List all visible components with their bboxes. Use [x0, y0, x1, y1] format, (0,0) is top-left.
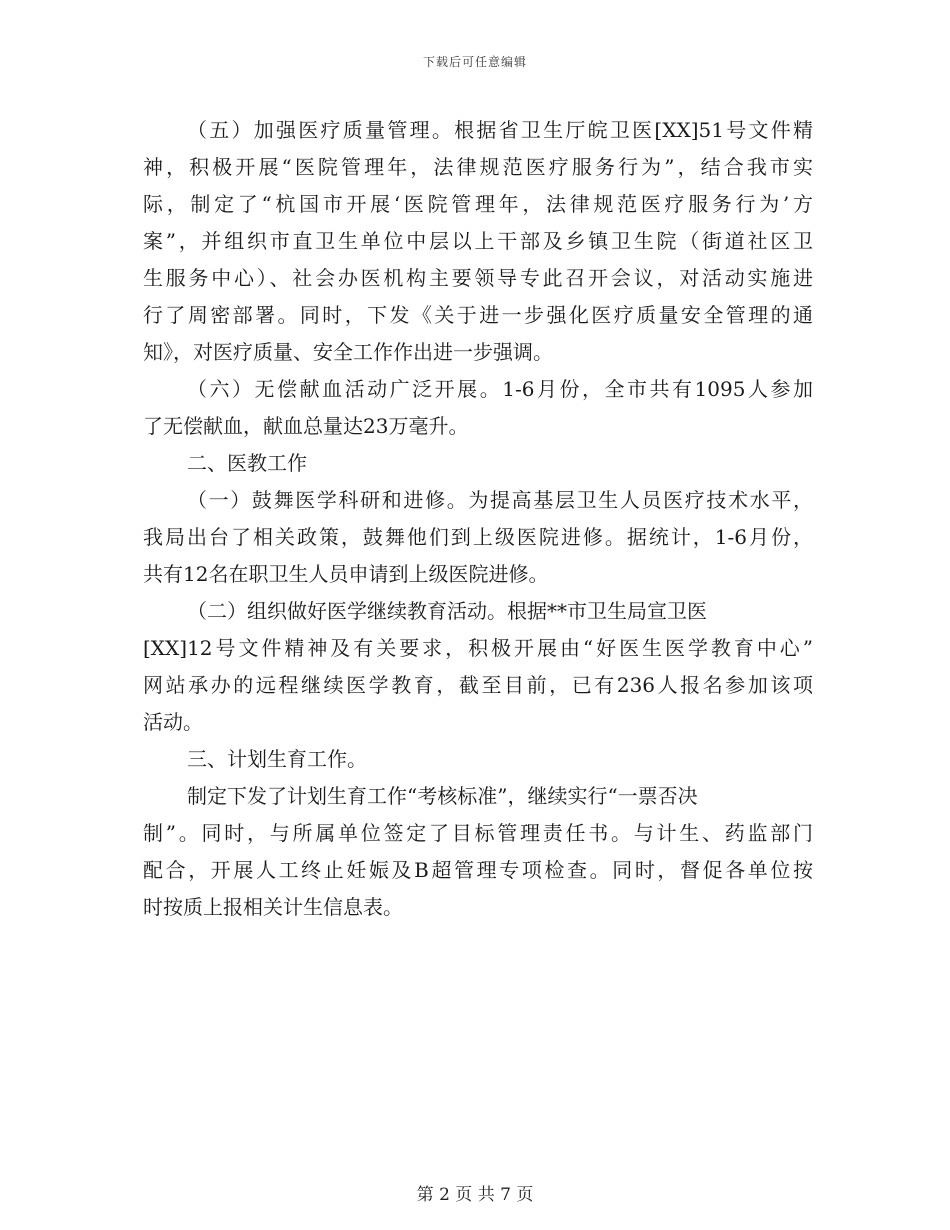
text-line: [XX]12号文件精神及有关要求，积极开展由“好医生医学教育中心” [143, 636, 813, 660]
text-line: （一）鼓舞医学科研和进修。为提高基层卫生人员医疗技术水平， [187, 488, 813, 512]
text-line: 际，制定了“杭国市开展‘医院管理年，法律规范医疗服务行为’方 [143, 192, 813, 216]
header-note: 下载后可任意编辑 [422, 55, 527, 69]
text-line: 制”。同时，与所属单位签定了目标管理责任书。与计生、药监部门 [143, 821, 813, 845]
text-line: 时按质上报相关计生信息表。 [143, 895, 403, 919]
page-footer: 第 2 页 共 7 页 [416, 1185, 534, 1205]
text-line: （六）无偿献血活动广泛开展。1-6月份，全市共有1095人参加 [187, 377, 813, 401]
text-line: 配合，开展人工终止妊娠及B超管理专项检查。同时，督促各单位按 [143, 858, 813, 882]
text-line: 神，积极开展“医院管理年，法律规范医疗服务行为”，结合我市实 [143, 155, 813, 179]
text-line: 制定下发了计划生育工作“考核标准”，继续实行“一票否决 [187, 784, 698, 808]
text-line: （二）组织做好医学继续教育活动。根据**市卫生局宣卫医 [187, 599, 707, 623]
text-line: 活动。 [143, 710, 203, 734]
document-body [143, 112, 813, 926]
text-line: 行了周密部署。同时，下发《关于进一步强化医疗质量安全管理的通 [143, 303, 813, 327]
text-line: 共有12名在职卫生人员申请到上级医院进修。 [143, 562, 549, 586]
text-line: 生服务中心）、社会办医机构主要领导专此召开会议，对活动实施进 [143, 266, 813, 290]
text-line: 了无偿献血，献血总量达23万毫升。 [143, 414, 469, 438]
text-line: 我局出台了相关政策，鼓舞他们到上级医院进修。据统计，1-6月份， [143, 525, 813, 549]
text-line: 网站承办的远程继续医学教育，截至目前，已有236人报名参加该项 [143, 673, 813, 697]
text-line: 案”，并组织市直卫生单位中层以上干部及乡镇卫生院（街道社区卫 [143, 229, 813, 253]
text-line: （五）加强医疗质量管理。根据省卫生厅皖卫医[XX]51号文件精 [187, 118, 813, 142]
text-line: 二、医教工作 [187, 451, 307, 475]
text-line: 三、计划生育工作。 [187, 747, 367, 771]
text-line: 知》，对医疗质量、安全工作作出进一步强调。 [143, 340, 553, 364]
